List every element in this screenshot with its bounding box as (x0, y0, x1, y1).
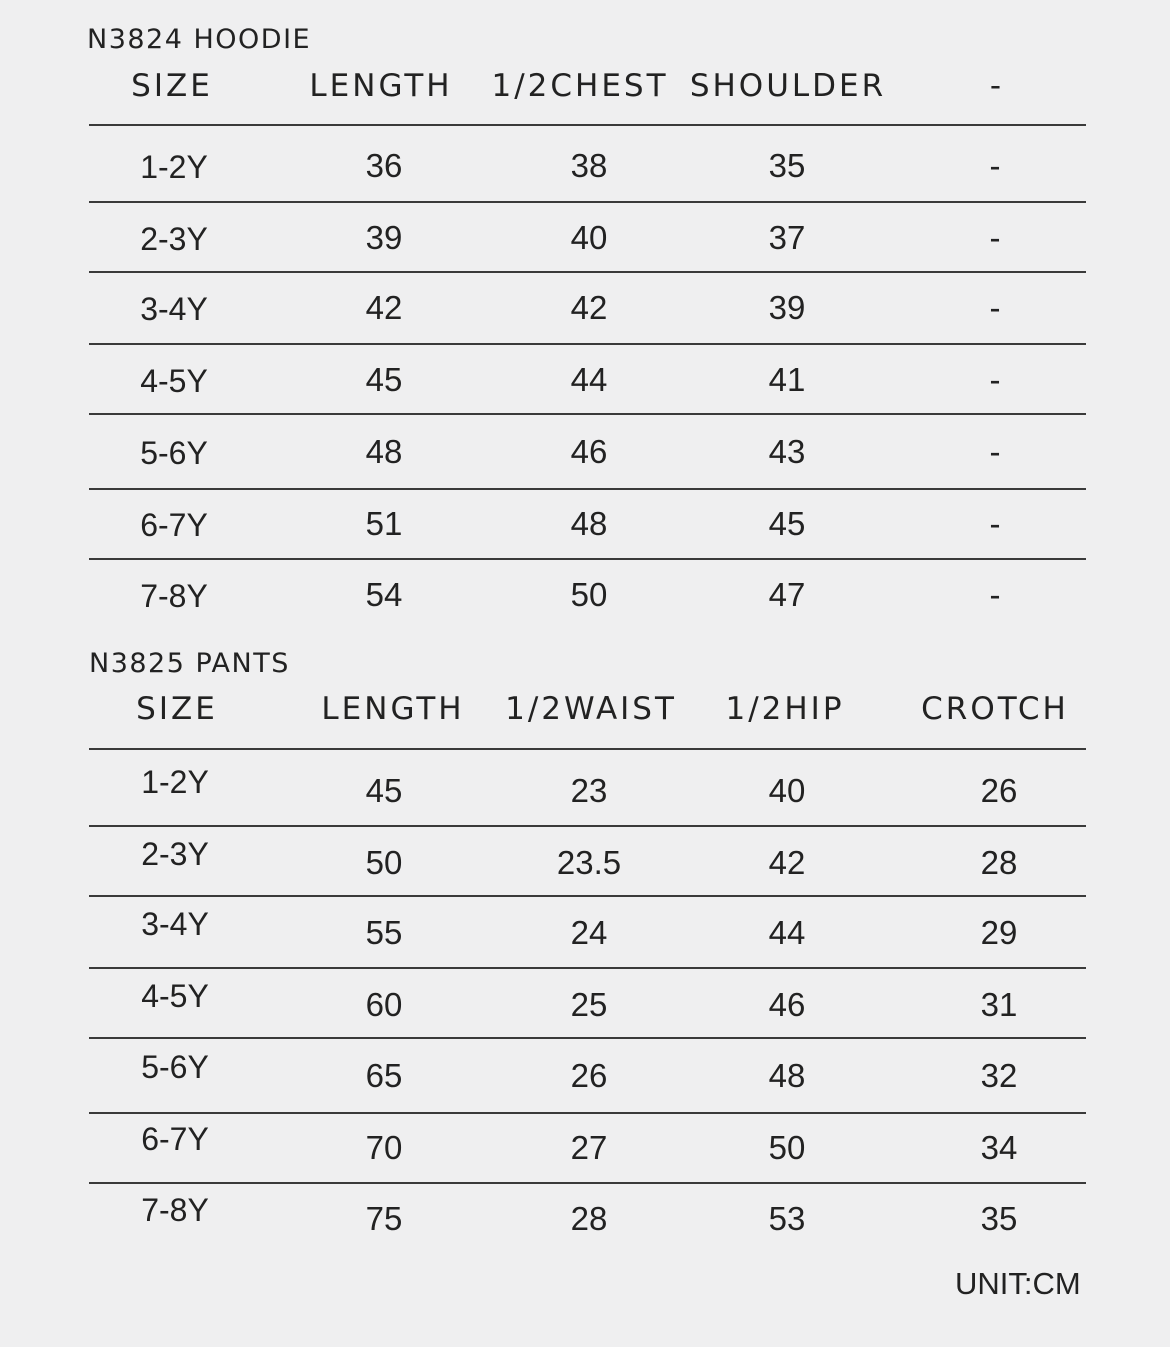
hoodie-cell-length: 42 (365, 289, 403, 326)
pants-cell-col3: 42 (768, 844, 806, 881)
pants-header-col2: 1/2WAIST (505, 691, 677, 727)
pants-cell-length: 55 (365, 914, 403, 951)
hoodie-cell-col3: 37 (768, 219, 806, 256)
pants-cell-col2: 25 (570, 986, 608, 1023)
unit-label: UNIT:CM (955, 1266, 1081, 1301)
pants-row-divider (89, 748, 1086, 750)
hoodie-row-divider (89, 271, 1086, 273)
hoodie-cell-length: 39 (365, 219, 403, 256)
pants-header-size: SIZE (136, 691, 218, 727)
pants-cell-size: 5-6Y (141, 1049, 209, 1085)
pants-cell-size: 7-8Y (141, 1192, 209, 1228)
pants-row-divider (89, 1182, 1086, 1184)
hoodie-cell-length: 48 (365, 433, 403, 470)
pants-header-length: LENGTH (321, 691, 465, 727)
hoodie-cell-col4: - (989, 147, 1001, 184)
pants-cell-col4: 28 (980, 844, 1018, 881)
hoodie-header-col3: SHOULDER (689, 68, 887, 104)
pants-cell-col2: 23 (570, 772, 608, 809)
hoodie-row-divider (89, 343, 1086, 345)
hoodie-cell-length: 45 (365, 361, 403, 398)
hoodie-cell-col4: - (989, 433, 1001, 470)
hoodie-cell-col2: 50 (570, 576, 608, 613)
pants-row-divider (89, 825, 1086, 827)
hoodie-row-divider (89, 488, 1086, 490)
pants-cell-col3: 48 (768, 1057, 806, 1094)
hoodie-header-col4: - (989, 68, 1005, 104)
pants-cell-length: 65 (365, 1057, 403, 1094)
hoodie-cell-col2: 40 (570, 219, 608, 256)
pants-row-divider (89, 895, 1086, 897)
hoodie-cell-col4: - (989, 505, 1001, 542)
pants-cell-col2: 24 (570, 914, 608, 951)
pants-cell-col4: 34 (980, 1129, 1018, 1166)
pants-cell-col4: 29 (980, 914, 1018, 951)
pants-cell-col3: 46 (768, 986, 806, 1023)
pants-title: N3825 PANTS (89, 648, 290, 679)
hoodie-cell-col3: 39 (768, 289, 806, 326)
hoodie-cell-col3: 43 (768, 433, 806, 470)
pants-header-col3: 1/2HIP (725, 691, 845, 727)
hoodie-row-divider (89, 124, 1086, 126)
hoodie-cell-col4: - (989, 219, 1001, 256)
pants-cell-size: 1-2Y (141, 764, 209, 800)
pants-header-col4: CROTCH (921, 691, 1069, 727)
hoodie-cell-size: 6-7Y (140, 507, 208, 543)
pants-cell-col2: 28 (570, 1200, 608, 1237)
hoodie-cell-col3: 35 (768, 147, 806, 184)
pants-cell-length: 45 (365, 772, 403, 809)
hoodie-cell-col2: 44 (570, 361, 608, 398)
hoodie-cell-col4: - (989, 361, 1001, 398)
hoodie-cell-col2: 48 (570, 505, 608, 542)
hoodie-cell-col4: - (989, 576, 1001, 613)
hoodie-row-divider (89, 201, 1086, 203)
hoodie-cell-size: 5-6Y (140, 435, 208, 471)
pants-cell-size: 6-7Y (141, 1121, 209, 1157)
hoodie-header-col2: 1/2CHEST (491, 68, 669, 104)
hoodie-cell-size: 3-4Y (140, 291, 208, 327)
pants-cell-size: 3-4Y (141, 906, 209, 942)
pants-cell-size: 4-5Y (141, 978, 209, 1014)
hoodie-title: N3824 HOODIE (87, 24, 312, 55)
pants-cell-length: 60 (365, 986, 403, 1023)
hoodie-cell-size: 1-2Y (140, 149, 208, 185)
hoodie-cell-col3: 41 (768, 361, 806, 398)
pants-cell-col4: 32 (980, 1057, 1018, 1094)
pants-cell-col3: 53 (768, 1200, 806, 1237)
hoodie-cell-col2: 46 (570, 433, 608, 470)
hoodie-cell-size: 2-3Y (140, 221, 208, 257)
pants-cell-col2: 27 (570, 1129, 608, 1166)
pants-cell-col3: 40 (768, 772, 806, 809)
hoodie-cell-size: 4-5Y (140, 363, 208, 399)
pants-row-divider (89, 1037, 1086, 1039)
pants-cell-length: 75 (365, 1200, 403, 1237)
hoodie-cell-col4: - (989, 289, 1001, 326)
pants-cell-col2: 23.5 (556, 844, 622, 881)
pants-cell-length: 70 (365, 1129, 403, 1166)
hoodie-cell-col2: 38 (570, 147, 608, 184)
hoodie-header-length: LENGTH (309, 68, 453, 104)
hoodie-row-divider (89, 558, 1086, 560)
hoodie-cell-col3: 47 (768, 576, 806, 613)
pants-cell-col4: 31 (980, 986, 1018, 1023)
hoodie-row-divider (89, 413, 1086, 415)
pants-cell-size: 2-3Y (141, 836, 209, 872)
pants-cell-length: 50 (365, 844, 403, 881)
pants-cell-col4: 26 (980, 772, 1018, 809)
pants-cell-col2: 26 (570, 1057, 608, 1094)
hoodie-cell-length: 51 (365, 505, 403, 542)
pants-cell-col4: 35 (980, 1200, 1018, 1237)
hoodie-cell-col2: 42 (570, 289, 608, 326)
pants-cell-col3: 50 (768, 1129, 806, 1166)
pants-cell-col3: 44 (768, 914, 806, 951)
hoodie-cell-length: 54 (365, 576, 403, 613)
pants-row-divider (89, 967, 1086, 969)
pants-row-divider (89, 1112, 1086, 1114)
hoodie-cell-size: 7-8Y (140, 578, 208, 614)
hoodie-header-size: SIZE (131, 68, 213, 104)
hoodie-cell-length: 36 (365, 147, 403, 184)
hoodie-cell-col3: 45 (768, 505, 806, 542)
